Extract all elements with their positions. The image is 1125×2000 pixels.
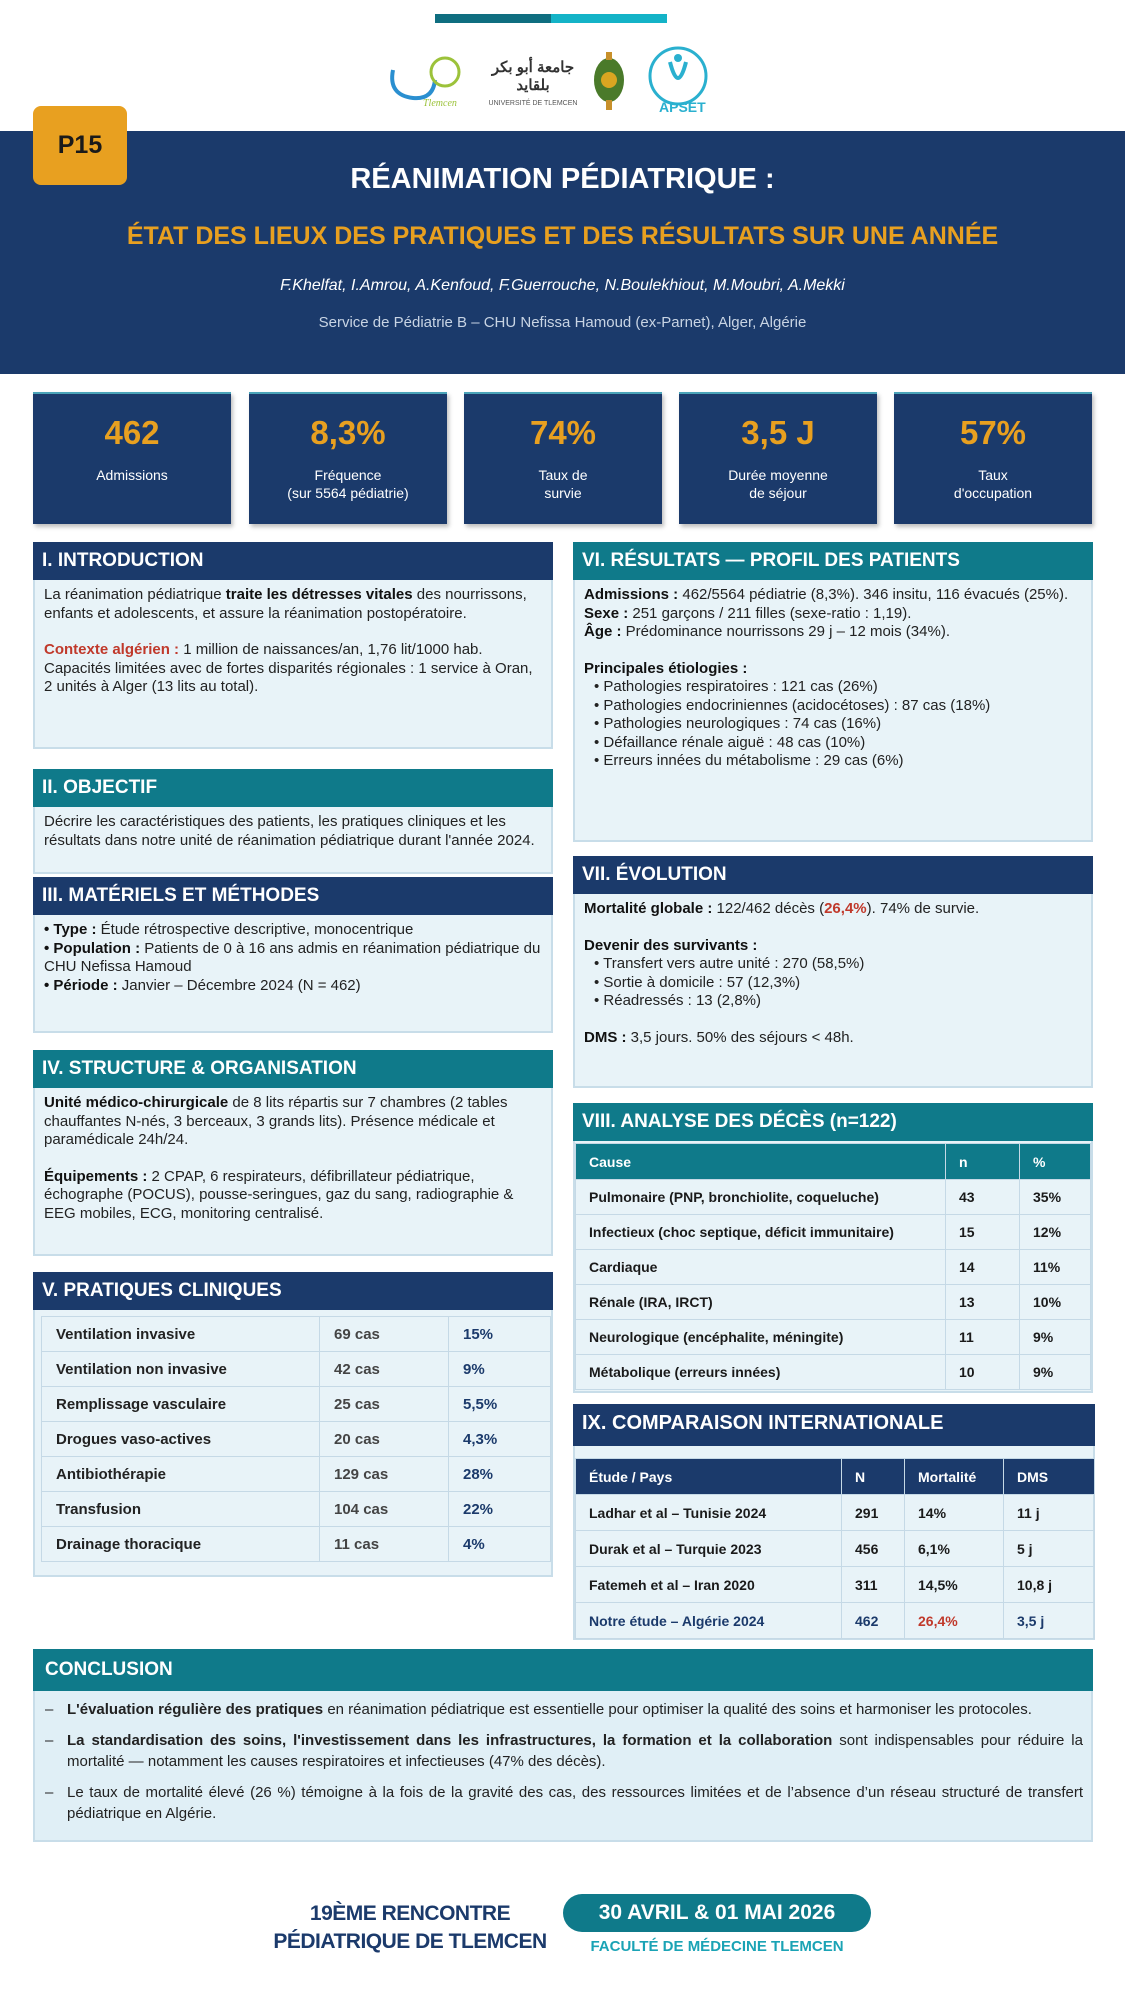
table-cell: 43 [946, 1180, 1020, 1215]
text: 3,5 jours. 50% des séjours < 48h. [626, 1028, 854, 1046]
section-title: II. OBJECTIF [33, 769, 553, 807]
table-cell: Durak et al – Turquie 2023 [576, 1531, 842, 1567]
table-cell: 456 [842, 1531, 905, 1567]
event-name [250, 1900, 570, 1956]
text-bold: La standardisation des soins, l'investissement dans les infrastructures, la formation et la collaboration [67, 1732, 833, 1749]
section-introduction [33, 542, 553, 749]
table-cell: 9% [1020, 1320, 1091, 1355]
text: sont indispensables pour réduire la mortalité — notamment les causes respiratoires et infectieuses (47% des décès). [67, 1732, 1083, 1770]
table-row [42, 1527, 551, 1562]
section-pratiques [33, 1272, 553, 1577]
result-line [584, 623, 1082, 642]
table-cell: 4,3% [449, 1422, 551, 1457]
conclusion-item [39, 1730, 1083, 1772]
kpi-value: 57% [959, 414, 1027, 451]
conclusion-item [39, 1699, 1083, 1720]
table-cell: 462 [842, 1603, 905, 1639]
section-conclusion [33, 1649, 1093, 1842]
text: des nourrissons, enfants et adolescents, et assure la réanimation postopératoire. [44, 586, 527, 622]
table-cell: 129 cas [320, 1457, 449, 1492]
etiology-item: • Pathologies endocriniennes (acidocétoses) : 87 cas (18%) [594, 696, 991, 714]
table-row [576, 1320, 1091, 1355]
column-header: Cause [576, 1144, 946, 1180]
table-cell: 11% [1020, 1250, 1091, 1285]
table-row [42, 1317, 551, 1352]
table-row [576, 1495, 1095, 1531]
table-cell: Drainage thoracique [42, 1527, 320, 1562]
kpi-label: Admissions [96, 467, 168, 483]
table-cell: 15 [946, 1215, 1020, 1250]
poster-title: RÉANIMATION PÉDIATRIQUE : [350, 163, 775, 195]
text: 1 million de naissances/an, 1,76 lit/1000 hab. Capacités limitées avec de fortes disparités régionales : 1 service à Oran, 2 unités à Alger (13 lits au total). [44, 641, 533, 695]
table-cell: Fatemeh et al – Iran 2020 [576, 1567, 842, 1603]
section-title: CONCLUSION [33, 1649, 1093, 1691]
table-cell: 9% [1020, 1355, 1091, 1390]
table-row [42, 1422, 551, 1457]
devenir-item: • Réadressés : 13 (2,8%) [594, 992, 761, 1009]
dash-bullet: – [45, 1732, 54, 1749]
table-row [576, 1285, 1091, 1320]
table-cell: Infectieux (choc septique, déficit immunitaire) [576, 1215, 946, 1250]
table-cell: 5 j [1004, 1531, 1095, 1567]
column-header: Mortalité [905, 1459, 1004, 1495]
text: ). 74% de survie. [866, 900, 980, 917]
section-deces [573, 1103, 1093, 1393]
kpi-label: Durée moyenne de séjour [728, 467, 828, 501]
table-row [42, 1387, 551, 1422]
table-cell: 104 cas [320, 1492, 449, 1527]
section-objectif [33, 769, 553, 874]
table-row [576, 1215, 1091, 1250]
etiologies-title: Principales étiologies : [584, 659, 748, 677]
devenir-title: Devenir des survivants : [584, 936, 758, 954]
event-line-2: PÉDIATRIQUE DE TLEMCEN [273, 1930, 547, 1953]
etiology-item: • Erreurs innées du métabolisme : 29 cas (6%) [594, 752, 904, 769]
table-cell: 12% [1020, 1215, 1091, 1250]
table-cell: 311 [842, 1567, 905, 1603]
text: de 8 lits répartis sur 7 chambres (2 tables chauffantes N-nés, 3 berceaux, 3 grands lits). Présence médicale et paramédicale 24h/24. [44, 1094, 508, 1148]
table-cell: 69 cas [320, 1317, 449, 1352]
text: Janvier – Décembre 2024 (N = 462) [117, 976, 361, 994]
conclusion-text [67, 1782, 1083, 1824]
event-dates: 30 AVRIL & 01 MAI 2026 [563, 1894, 871, 1932]
table-cell: Ventilation non invasive [42, 1352, 320, 1387]
column-header: % [1020, 1144, 1091, 1180]
text: 462/5564 pédiatrie (8,3%). 346 insitu, 116 évacués (25%). [678, 586, 1069, 603]
apset-logo [645, 44, 711, 116]
label: Mortalité globale : [584, 900, 713, 917]
table-row [42, 1457, 551, 1492]
label: Admissions : [584, 586, 679, 603]
table-cell: 28% [449, 1457, 551, 1492]
method-item [44, 921, 542, 940]
kpi-admissions [33, 392, 231, 524]
kpi-value: 74% [529, 414, 597, 451]
etiology-item: • Pathologies neurologiques : 74 cas (16%) [594, 715, 882, 732]
chu-tlemcen-logo [383, 50, 463, 110]
kpi-value: 8,3% [310, 414, 386, 451]
kpi-frequence [249, 392, 447, 524]
context-label: Contexte algérien : [44, 641, 180, 658]
table-cell: 20 cas [320, 1422, 449, 1457]
table-cell: 10 [946, 1355, 1020, 1390]
table-cell: Remplissage vasculaire [42, 1387, 320, 1422]
kpi-survie [464, 392, 662, 524]
kpi-label: Fréquence (sur 5564 pédiatrie) [287, 467, 409, 501]
top-accent-bar [435, 14, 667, 23]
table-cell: Transfusion [42, 1492, 320, 1527]
label: Équipements : [44, 1167, 148, 1185]
table-cell: 11 [946, 1320, 1020, 1355]
table-cell: Métabolique (erreurs innées) [576, 1355, 946, 1390]
event-venue: FACULTÉ DE MÉDECINE TLEMCEN [590, 1938, 844, 1955]
university-emblem [592, 48, 626, 112]
table-cell: Cardiaque [576, 1250, 946, 1285]
table-cell: 3,5 j [1004, 1603, 1095, 1639]
kpi-label: Taux d'occupation [953, 467, 1033, 501]
table-cell: Rénale (IRA, IRCT) [576, 1285, 946, 1320]
table-cell: Pulmonaire (PNP, bronchiolite, coqueluche) [576, 1180, 946, 1215]
etiology-item: • Pathologies respiratoires : 121 cas (26%) [594, 678, 878, 695]
table-cell: 14% [905, 1495, 1004, 1531]
column-header: N [842, 1459, 905, 1495]
table-cell: 26,4% [905, 1603, 1004, 1639]
text-bold: traite les détresses vitales [225, 586, 413, 603]
table-cell: 10% [1020, 1285, 1091, 1320]
label: Âge : [584, 623, 622, 640]
svg-text:APSET: APSET [659, 99, 706, 115]
column-header: Étude / Pays [576, 1459, 842, 1495]
text-bold: L'évaluation régulière des pratiques [67, 1701, 324, 1718]
label: • Période : [44, 976, 118, 994]
section-title: IV. STRUCTURE & ORGANISATION [33, 1050, 553, 1088]
dash-bullet: – [45, 1784, 54, 1801]
text: Patients de 0 à 16 ans admis en réanimation pédiatrique du CHU Nefissa Hamoud [44, 939, 541, 975]
table-cell: 14,5% [905, 1567, 1004, 1603]
kpi-value: 462 [104, 414, 160, 451]
conclusion-text [67, 1699, 1032, 1720]
column-header: n [946, 1144, 1020, 1180]
table-row [42, 1352, 551, 1387]
table-cell: 22% [449, 1492, 551, 1527]
section-structure [33, 1050, 553, 1256]
etiology-item: • Défaillance rénale aiguë : 48 cas (10%) [594, 733, 866, 751]
section-title: IX. COMPARAISON INTERNATIONALE [573, 1404, 1095, 1446]
table-cell: Antibiothérapie [42, 1457, 320, 1492]
table-row [576, 1567, 1095, 1603]
kpi-label: Taux de survie [538, 467, 588, 501]
event-line-1: 19ÈME RENCONTRE [309, 1902, 511, 1925]
objectif-text: Décrire les caractéristiques des patients, les pratiques cliniques et les résultats dans notre unité de réanimation pédiatrique durant l'année 2024. [44, 813, 535, 849]
conclusion-item [39, 1782, 1083, 1824]
affiliation: Service de Pédiatrie B – CHU Nefissa Hamoud (ex-Parnet), Alger, Algérie [318, 314, 807, 331]
dash-bullet: – [45, 1701, 54, 1718]
table-cell: 291 [842, 1495, 905, 1531]
mortality-rate: 26,4% [824, 900, 867, 917]
section-title: V. PRATIQUES CLINIQUES [33, 1272, 553, 1310]
label: Unité médico-chirurgicale [44, 1094, 229, 1111]
section-title: III. MATÉRIELS ET MÉTHODES [33, 877, 553, 915]
svg-text:Tlemcen: Tlemcen [423, 98, 457, 109]
table-cell: 14 [946, 1250, 1020, 1285]
table-cell: 35% [1020, 1180, 1091, 1215]
table-cell: 13 [946, 1285, 1020, 1320]
kpi-duree-sejour [679, 392, 877, 524]
text: Étude rétrospective descriptive, monocentrique [96, 921, 414, 938]
text: 122/462 décès ( [712, 900, 825, 917]
university-logo-text: جامعة أبو بكر بلقايد UNIVERSITÉ DE TLEMCEN [488, 59, 578, 107]
label: Sexe : [584, 604, 629, 622]
conclusion-text [67, 1730, 1083, 1772]
kpi-occupation [894, 392, 1092, 524]
table-cell: 5,5% [449, 1387, 551, 1422]
section-resultats [573, 542, 1093, 842]
table-cell: 6,1% [905, 1531, 1004, 1567]
table-cell: 11 cas [320, 1527, 449, 1562]
text: Prédominance nourrissons 29 j – 12 mois (34%). [621, 623, 950, 640]
table-cell: 15% [449, 1317, 551, 1352]
section-evolution [573, 856, 1093, 1088]
table-cell: Neurologique (encéphalite, méningite) [576, 1320, 946, 1355]
table-cell: 25 cas [320, 1387, 449, 1422]
devenir-item: • Sortie à domicile : 57 (12,3%) [594, 973, 801, 991]
table-cell: 10,8 j [1004, 1567, 1095, 1603]
result-line [584, 605, 1082, 624]
table-row [576, 1180, 1091, 1215]
text: en réanimation pédiatrique est essentielle pour optimiser la qualité des soins et harmoniser les protocoles. [323, 1701, 1032, 1718]
table-cell: Ventilation invasive [42, 1317, 320, 1352]
poster-number-badge: P15 [33, 106, 127, 185]
method-item [44, 977, 542, 996]
table-cell: Ladhar et al – Tunisie 2024 [576, 1495, 842, 1531]
table-row [576, 1355, 1091, 1390]
text: Le taux de mortalité élevé (26 %) témoigne à la fois de la gravité des cas, des ressources limitées et de l’absence d’un réseau structuré de transfert pédiatrique en Algérie. [67, 1784, 1083, 1822]
text: 251 garçons / 211 filles (sexe-ratio : 1,19). [628, 604, 912, 622]
table-cell: 4% [449, 1527, 551, 1562]
devenir-item: • Transfert vers autre unité : 270 (58,5%) [594, 955, 865, 972]
table-cell: 42 cas [320, 1352, 449, 1387]
text: 2 CPAP, 6 respirateurs, défibrillateur pédiatrique, échographe (POCUS), pousse-seringues, gaz du sang, radiographie & EEG mobiles, ECG, monitoring centralisé. [44, 1167, 514, 1222]
section-title: VI. RÉSULTATS — PROFIL DES PATIENTS [573, 542, 1093, 580]
section-title: I. INTRODUCTION [33, 542, 553, 580]
deces-table [575, 1143, 1091, 1390]
text: La réanimation pédiatrique [44, 586, 226, 603]
label: • Population : [44, 939, 141, 957]
section-methodes [33, 877, 553, 1033]
label: • Type : [44, 921, 97, 938]
table-row [576, 1250, 1091, 1285]
section-title: VIII. ANALYSE DES DÉCÈS (n=122) [573, 1103, 1093, 1141]
section-title: VII. ÉVOLUTION [573, 856, 1093, 894]
authors: F.Khelfat, I.Amrou, A.Kenfoud, F.Guerrouche, N.Boulekhiout, M.Moubri, A.Mekki [280, 277, 845, 294]
table-row [576, 1603, 1095, 1639]
poster-subtitle: ÉTAT DES LIEUX DES PRATIQUES ET DES RÉSULTATS SUR UNE ANNÉE [126, 222, 999, 250]
section-comparaison [573, 1404, 1095, 1640]
table-cell: 9% [449, 1352, 551, 1387]
comparaison-table [575, 1458, 1095, 1639]
label: DMS : [584, 1028, 627, 1046]
table-cell: Drogues vaso-actives [42, 1422, 320, 1457]
table-row [42, 1492, 551, 1527]
kpi-value: 3,5 J [741, 414, 815, 451]
table-cell: Notre étude – Algérie 2024 [576, 1603, 842, 1639]
pratiques-table [41, 1316, 551, 1562]
column-header: DMS [1004, 1459, 1095, 1495]
table-row [576, 1531, 1095, 1567]
result-line [584, 586, 1082, 605]
table-cell: 11 j [1004, 1495, 1095, 1531]
method-item [44, 940, 542, 977]
